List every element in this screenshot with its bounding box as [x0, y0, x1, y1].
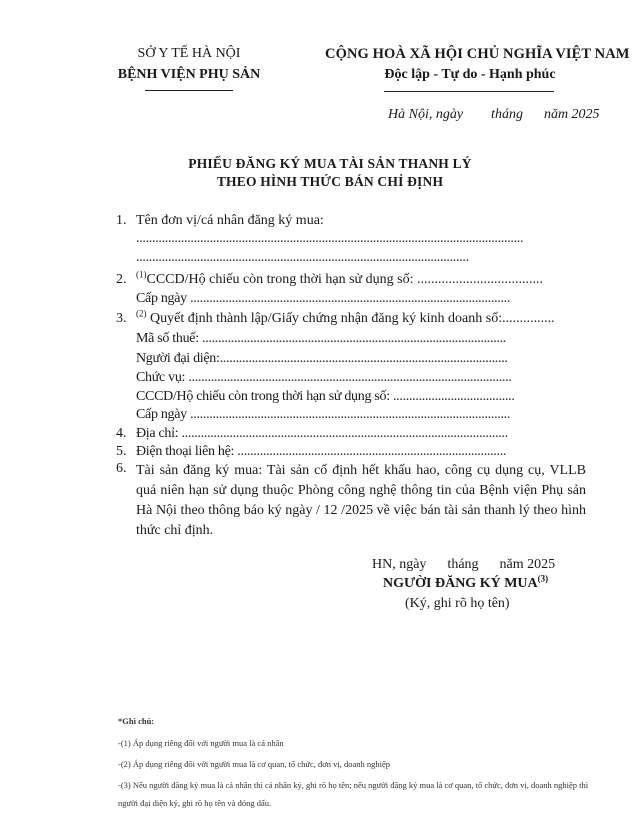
- representative-id-issue-date-field[interactable]: Cấp ngày ....................................................................................................: [136, 407, 511, 422]
- form-title-line2: THEO HÌNH THỨC BÁN CHỈ ĐỊNH: [216, 174, 444, 189]
- address-field[interactable]: Địa chỉ: ......................................................................................................: [136, 426, 508, 441]
- buyer-name-field-line2[interactable]: ........................................................................................................: [136, 250, 469, 265]
- footnote-ref-3: (3): [537, 573, 549, 584]
- national-motto: Độc lập - Tự do - Hạnh phúc: [384, 67, 556, 82]
- signature-instruction: (Ký, ghi rõ họ tên): [405, 596, 510, 611]
- footnote-1: -(1) Áp dụng riêng đối với người mua là cá nhân: [118, 738, 284, 748]
- org-name-hospital: BỆNH VIỆN PHỤ SẢN: [117, 67, 261, 82]
- item-number-4: 4.: [116, 426, 127, 441]
- item-number-6: 6.: [116, 461, 127, 476]
- buyer-name-field-line1[interactable]: .........................................................................................................................: [136, 231, 524, 246]
- signature-date-line: HN, ngày tháng năm 2025: [372, 557, 556, 572]
- representative-field[interactable]: Người đại diện:..........................................................................................: [136, 351, 508, 366]
- footnote-ref-1: (1): [136, 269, 147, 280]
- motto-underline: [384, 91, 554, 92]
- footnote-3: -(3) Nếu người đăng ký mua là cá nhân thì cá nhân ký, ghi rõ họ tên; nếu người đăng ký mua là cơ quan, tổ chức, đơn vị, doanh nghiệp thì người đại diện ký, ghi rõ họ tên và đóng dấu.: [118, 780, 589, 808]
- org-underline: [145, 90, 233, 91]
- footnote-ref-2: (2): [136, 308, 147, 319]
- business-license-label: Quyết định thành lập/Giấy chứng nhận đăng ký kinh doanh số:...............: [146, 311, 555, 326]
- asset-description: Tài sản đăng ký mua: Tài sản cố định hết khấu hao, công cụ dụng cụ, VLLB quá niên hạn sử dụng thuộc Phòng công nghệ thông tin của Bệnh viện Phụ sản Hà Nội theo thông báo ký ngày / 12 /2025 về việc bán tài sản thanh lý theo hình thức chỉ định.: [136, 463, 586, 538]
- place-date-line: Hà Nội, ngày tháng năm 2025: [388, 107, 600, 122]
- national-title: CỘNG HOÀ XÃ HỘI CHỦ NGHĨA VIỆT NAM: [325, 46, 630, 62]
- personal-id-field[interactable]: [136, 269, 543, 288]
- item-number-5: 5.: [116, 444, 127, 459]
- personal-id-label: CCCD/Hộ chiếu còn trong thời hạn sử dụng số: ....................................: [146, 272, 543, 287]
- footnotes-heading: *Ghi chú:: [118, 716, 155, 726]
- footnote-2: -(2) Áp dụng riêng đối với người mua là cơ quan, tổ chức, đơn vị, doanh nghiệp: [118, 759, 390, 769]
- org-name-department: SỞ Y TẾ HÀ NỘI: [137, 46, 241, 61]
- item-number-2: 2.: [116, 272, 127, 287]
- personal-id-issue-date-field[interactable]: Cấp ngày ....................................................................................................: [136, 291, 511, 306]
- footnotes: [118, 712, 598, 815]
- item-number-1: 1.: [116, 213, 127, 228]
- signer-role-text: NGƯỜI ĐĂNG KÝ MUA: [383, 576, 538, 591]
- form-title-line1: PHIẾU ĐĂNG KÝ MUA TÀI SẢN THANH LÝ: [188, 156, 472, 171]
- representative-id-field[interactable]: CCCD/Hộ chiếu còn trong thời hạn sử dụng số: ......................................: [136, 389, 515, 404]
- tax-code-field[interactable]: Mã số thuế: ...............................................................................................: [136, 331, 507, 346]
- position-field[interactable]: Chức vụ: .....................................................................................................: [136, 370, 512, 385]
- signer-role: [383, 573, 549, 592]
- buyer-name-label: Tên đơn vị/cá nhân đăng ký mua:: [136, 213, 324, 228]
- item-number-3: 3.: [116, 311, 127, 326]
- phone-field[interactable]: Điện thoại liên hệ: ....................................................................................: [136, 444, 507, 459]
- business-license-field[interactable]: [136, 308, 555, 327]
